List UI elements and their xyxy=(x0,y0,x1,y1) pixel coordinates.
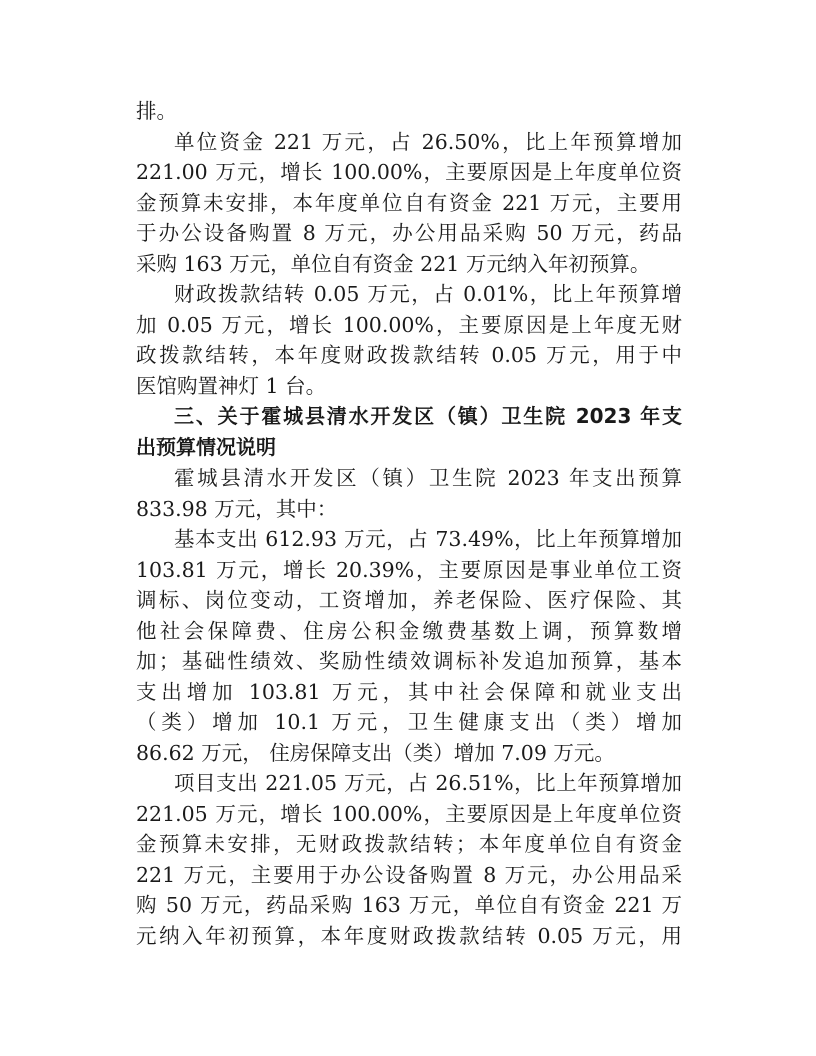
paragraph-line: 221 万元，主要用于办公设备购置 8 万元，办公用品采 xyxy=(136,862,682,887)
paragraph-line: 833.98 万元，其中： xyxy=(136,496,338,521)
paragraph-line: 221.00 万元，增长 100.00%，主要原因是上年度单位资 xyxy=(136,160,682,184)
paragraph-line: 金预算未安排，无财政拨款结转；本年度单位自有资金 xyxy=(136,832,682,856)
paragraph-line: 支出增加 103.81 万元，其中社会保障和就业支出 xyxy=(136,679,682,704)
paragraph-line: 金预算未安排，本年度单位自有资金 221 万元，主要用 xyxy=(136,190,682,215)
paragraph-line: 加 0.05 万元，增长 100.00%，主要原因是上年度无财 xyxy=(136,312,682,337)
paragraph-line: 他社会保障费、住房公积金缴费基数上调，预算数增 xyxy=(136,618,682,643)
paragraph-line: 调标、岗位变动，工资增加，养老保险、医疗保险、其 xyxy=(136,588,682,612)
paragraph-line: 医馆购置神灯 1 台。 xyxy=(136,373,327,398)
paragraph-line: （类）增加 10.1 万元，卫生健康支出（类）增加 xyxy=(136,710,682,734)
section-heading-line: 三、关于霍城县清水开发区（镇）卫生院 2023 年支 xyxy=(174,404,682,428)
paragraph-line: 于办公设备购置 8 万元，办公用品采购 50 万元，药品 xyxy=(136,221,682,245)
paragraph-line: 单位资金 221 万元，占 26.50%，比上年预算增加 xyxy=(174,129,682,154)
section-heading-line: 出预算情况说明 xyxy=(136,435,276,459)
paragraph-line: 元纳入年初预算，本年度财政拨款结转 0.05 万元，用 xyxy=(136,923,682,948)
paragraph-line: 86.62 万元， 住房保障支出（类）增加 7.09 万元。 xyxy=(136,740,615,765)
paragraph-line: 项目支出 221.05 万元，占 26.51%，比上年预算增加 xyxy=(174,771,682,795)
paragraph-line: 购 50 万元，药品采购 163 万元，单位自有资金 221 万 xyxy=(136,893,682,917)
paragraph-line: 采购 163 万元，单位自有资金 221 万元纳入年初预算。 xyxy=(136,251,651,276)
paragraph-line: 加；基础性绩效、奖励性绩效调标补发追加预算，基本 xyxy=(136,649,682,673)
paragraph-line: 财政拨款结转 0.05 万元，占 0.01%，比上年预算增 xyxy=(174,282,682,306)
paragraph-line: 221.05 万元，增长 100.00%，主要原因是上年度单位资 xyxy=(136,801,682,826)
paragraph-line: 103.81 万元，增长 20.39%，主要原因是事业单位工资 xyxy=(136,557,682,582)
document-body xyxy=(136,96,682,951)
paragraph-line: 霍城县清水开发区（镇）卫生院 2023 年支出预算 xyxy=(174,466,682,490)
paragraph-line: 基本支出 612.93 万元，占 73.49%，比上年预算增加 xyxy=(174,527,682,551)
paragraph-line: 政拨款结转，本年度财政拨款结转 0.05 万元，用于中 xyxy=(136,343,682,367)
paragraph-line: 排。 xyxy=(136,99,177,123)
